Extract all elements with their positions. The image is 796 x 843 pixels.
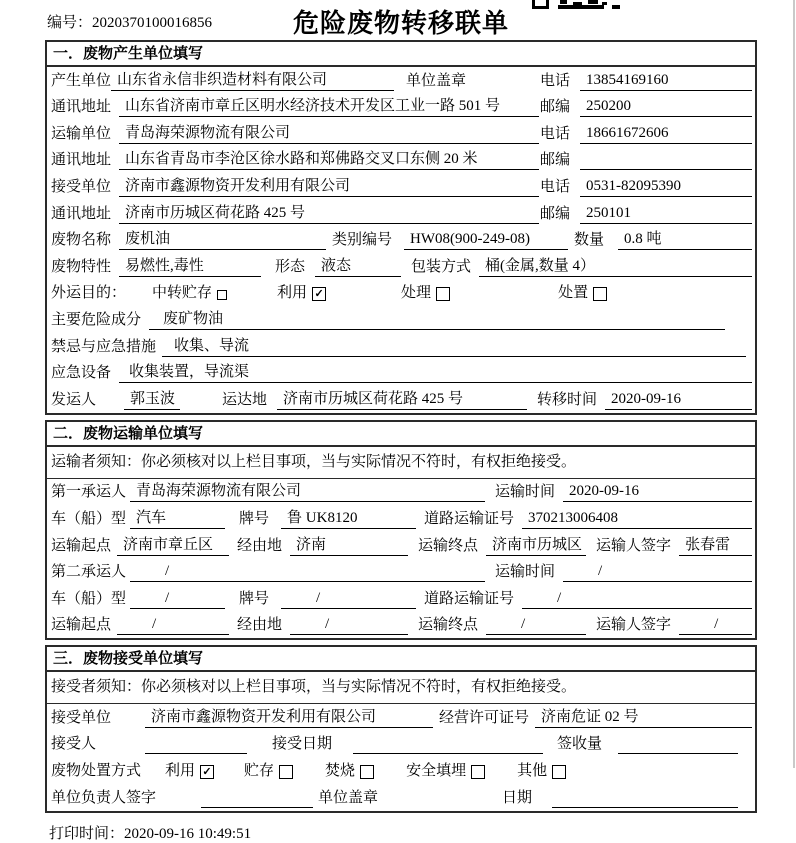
carrier-label: 第二承运人	[51, 564, 127, 581]
row-responsible-sign	[47, 784, 755, 811]
license-label: 经营许可证号	[439, 709, 530, 726]
date-value	[552, 806, 738, 808]
section-transport	[45, 420, 757, 641]
terminus-label: 运输终点	[418, 617, 479, 634]
terminus-value: /	[486, 616, 586, 635]
receive-date-value	[353, 752, 543, 754]
equipment-value: 收集装置，导流渠	[119, 360, 752, 383]
row-waste-trait	[47, 253, 755, 280]
signed-amount-value	[618, 752, 738, 754]
category-label: 类别编号	[332, 232, 393, 249]
plate-label: 牌号	[239, 510, 270, 527]
row-vehicle-1	[47, 505, 755, 532]
form-value: 液态	[315, 254, 401, 277]
row-hazard-component	[47, 306, 755, 333]
option-storage-label: 中转贮存	[152, 285, 213, 302]
checkbox-storage	[217, 290, 227, 300]
receive-date-label: 接受日期	[272, 736, 333, 753]
option-utilize-label: 利用	[165, 763, 196, 780]
unit-seal-label: 单位盖章	[406, 72, 467, 89]
address-value: 山东省青岛市李沧区徐水路和郑佛路交叉口东侧 20 米	[119, 147, 539, 170]
carrier-sign-label: 运输人签字	[596, 617, 672, 634]
hazard-value: 废矿物油	[149, 307, 725, 330]
category-value: HW08(900-249-08)	[404, 231, 568, 250]
terminus-value: 济南市历城区	[486, 533, 586, 556]
equipment-label: 应急设备	[51, 365, 112, 382]
zip-group	[540, 148, 752, 170]
zip-label: 邮编	[540, 99, 571, 116]
phone-label: 电话	[540, 125, 571, 142]
terminus-label: 运输终点	[418, 537, 479, 554]
checkbox-utilize: ✓	[200, 765, 214, 779]
quantity-label: 数量	[574, 232, 605, 249]
address-label: 通讯地址	[51, 152, 112, 169]
receive-unit-label: 接受单位	[51, 709, 112, 726]
phone-value: 13854169160	[580, 72, 752, 91]
purpose-label: 外运目的：	[51, 285, 127, 302]
via-value: /	[290, 616, 408, 635]
option-treat-label: 处理	[401, 285, 432, 302]
row-taboo-measures	[47, 333, 755, 360]
vehicle-type-label: 车（船）型	[51, 510, 127, 527]
plate-value: 鲁 UK8120	[281, 506, 416, 529]
origin-value: 济南市章丘区	[117, 533, 229, 556]
taboo-value: 收集、导流	[162, 334, 746, 357]
checkbox-utilize: ✓	[312, 287, 326, 301]
form-label: 形态	[275, 258, 306, 275]
carrier-value: 青岛海荣源物流有限公司	[130, 479, 485, 502]
zip-group	[540, 202, 752, 224]
transport-time-value: 2020-09-16	[563, 483, 752, 502]
checkbox-other	[552, 765, 566, 779]
row-producer	[47, 67, 755, 94]
transport-time-value: /	[563, 563, 752, 582]
row-receive-person	[47, 731, 755, 758]
section-receiver-title: 三．废物接受单位填写	[47, 647, 755, 672]
section-producer-title: 一．废物产生单位填写	[47, 42, 755, 67]
vehicle-type-value: /	[130, 590, 225, 609]
address-value: 济南市历城区荷花路 425 号	[119, 201, 539, 224]
road-permit-label: 道路运输证号	[424, 590, 515, 607]
hazard-label: 主要危险成分	[51, 311, 142, 328]
transfer-time-label: 转移时间	[537, 391, 598, 408]
receiver-value: 济南市鑫源物资开发利用有限公司	[119, 174, 539, 197]
origin-label: 运输起点	[51, 537, 112, 554]
road-permit-label: 道路运输证号	[424, 510, 515, 527]
trait-label: 废物特性	[51, 258, 112, 275]
responsible-sign-label: 单位负责人签字	[51, 789, 157, 806]
page-title: 危险废物转移联单	[292, 9, 509, 38]
row-second-carrier	[47, 559, 755, 586]
row-route-2	[47, 612, 755, 639]
row-route-1	[47, 532, 755, 559]
phone-label: 电话	[540, 178, 571, 195]
transporter-label: 运输单位	[51, 125, 112, 142]
quantity-value: 0.8 吨	[618, 227, 752, 250]
shipper-value: 郭玉波	[124, 387, 180, 410]
packing-label: 包装方式	[411, 258, 472, 275]
row-emergency-equipment	[47, 360, 755, 387]
row-shipper	[47, 386, 755, 413]
row-transfer-purpose	[47, 280, 755, 307]
carrier-sign-label: 运输人签字	[596, 537, 672, 554]
zip-label: 邮编	[540, 152, 571, 169]
taboo-label: 禁忌与应急措施	[51, 338, 157, 355]
transport-time-label: 运输时间	[495, 484, 556, 501]
row-waste-name	[47, 227, 755, 254]
zip-value	[580, 168, 752, 170]
row-receiver	[47, 173, 755, 200]
address-label: 通讯地址	[51, 205, 112, 222]
transport-notice: 运输者须知：你必须核对以上栏目事项，当与实际情况不符时，有权拒绝接受。	[47, 447, 755, 479]
transfer-time-value: 2020-09-16	[605, 391, 752, 410]
phone-value: 0531-82095390	[580, 178, 752, 197]
packing-value: 桶(金属,数量 4）	[479, 254, 752, 277]
row-disposal-method	[47, 757, 755, 784]
waste-name-value: 废机油	[119, 227, 326, 250]
zip-group	[540, 95, 752, 117]
zip-label: 邮编	[540, 205, 571, 222]
row-transporter-address	[47, 147, 755, 174]
producer-label: 产生单位	[51, 72, 112, 89]
phone-group	[540, 175, 752, 197]
zip-value: 250200	[580, 98, 752, 117]
option-other-label: 其他	[517, 763, 548, 780]
disposal-label: 废物处置方式	[51, 763, 142, 780]
row-transporter	[47, 120, 755, 147]
phone-label: 电话	[540, 72, 571, 89]
row-receive-unit	[47, 704, 755, 731]
transporter-value: 青岛海荣源物流有限公司	[119, 121, 539, 144]
via-value: 济南	[290, 533, 408, 556]
carrier-sign-value: 张春雷	[679, 533, 752, 556]
transport-time-label: 运输时间	[495, 564, 556, 581]
plate-value: /	[281, 590, 416, 609]
unit-seal-label: 单位盖章	[318, 789, 379, 806]
row-producer-address	[47, 94, 755, 121]
receive-unit-value: 济南市鑫源物资开发利用有限公司	[145, 705, 433, 728]
row-receiver-address	[47, 200, 755, 227]
destination-label: 运达地	[222, 391, 268, 408]
signed-amount-label: 签收量	[557, 736, 603, 753]
checkbox-landfill	[471, 765, 485, 779]
origin-value: /	[117, 616, 229, 635]
responsible-sign-value	[201, 806, 313, 808]
address-value: 山东省济南市章丘区明水经济技术开发区工业一路 501 号	[119, 94, 539, 117]
vehicle-type-label: 车（船）型	[51, 590, 127, 607]
recipient-label: 接受人	[51, 736, 97, 753]
checkbox-dispose	[593, 287, 607, 301]
license-value: 济南危证 02 号	[535, 705, 752, 728]
receiver-notice: 接受者须知：你必须核对以上栏目事项，当与实际情况不符时，有权拒绝接受。	[47, 672, 755, 704]
row-vehicle-2	[47, 585, 755, 612]
carrier-sign-value: /	[679, 616, 752, 635]
shipper-label: 发运人	[51, 391, 97, 408]
section-producer	[45, 40, 757, 415]
serial-label: 编号：	[47, 15, 93, 31]
carrier-label: 第一承运人	[51, 484, 127, 501]
checkbox-incinerate	[360, 765, 374, 779]
date-label: 日期	[502, 789, 533, 806]
trait-value: 易燃性,毒性	[119, 254, 261, 277]
checkbox-store	[279, 765, 293, 779]
recipient-value	[145, 752, 247, 754]
receiver-label: 接受单位	[51, 178, 112, 195]
via-label: 经由地	[237, 537, 283, 554]
print-time: 打印时间：2020-09-16 10:49:51	[49, 825, 252, 842]
document-page	[45, 0, 757, 843]
section-receiver	[45, 645, 757, 812]
checkbox-treat	[436, 287, 450, 301]
phone-group	[540, 122, 752, 144]
option-store-label: 贮存	[244, 763, 275, 780]
destination-value: 济南市历城区荷花路 425 号	[277, 387, 527, 410]
producer-value: 山东省永信非织造材料有限公司	[111, 68, 394, 91]
serial-value: 2020370100016856	[92, 15, 213, 31]
phone-value: 18661672606	[580, 125, 752, 144]
row-first-carrier	[47, 479, 755, 506]
origin-label: 运输起点	[51, 617, 112, 634]
zip-value: 250101	[580, 205, 752, 224]
option-utilize-label: 利用	[277, 285, 308, 302]
option-incinerate-label: 焚烧	[325, 763, 356, 780]
option-landfill-label: 安全填埋	[406, 763, 467, 780]
road-permit-value: 370213006408	[522, 510, 752, 529]
via-label: 经由地	[237, 617, 283, 634]
vehicle-type-value: 汽车	[130, 506, 225, 529]
carrier-value: /	[130, 563, 485, 582]
road-permit-value: /	[522, 590, 752, 609]
waste-name-label: 废物名称	[51, 232, 112, 249]
address-label: 通讯地址	[51, 99, 112, 116]
option-dispose-label: 处置	[558, 285, 589, 302]
phone-group	[540, 69, 752, 91]
plate-label: 牌号	[239, 590, 270, 607]
section-transport-title: 二．废物运输单位填写	[47, 422, 755, 447]
document-header	[45, 0, 757, 40]
